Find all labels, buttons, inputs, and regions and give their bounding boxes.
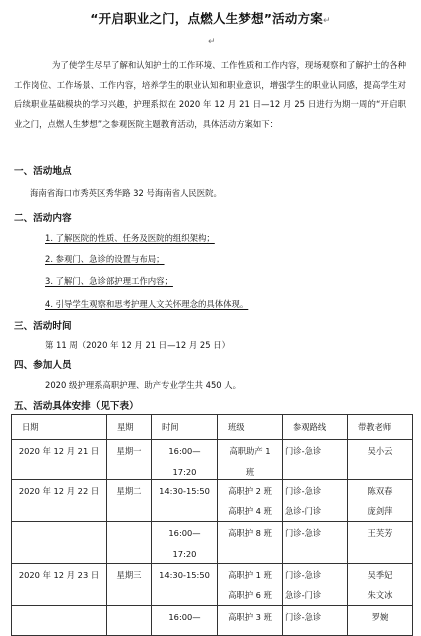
cell-date: 2020 年 12 月 21 日 bbox=[12, 440, 107, 480]
cell-weekday: 星期二 bbox=[107, 480, 152, 522]
teacher-line: 王芙芳 bbox=[367, 528, 393, 538]
cell-teacher bbox=[348, 522, 413, 564]
document-title bbox=[0, 9, 421, 27]
header-time: 时间 bbox=[152, 415, 218, 440]
header-class: 班级 bbox=[218, 415, 283, 440]
schedule-table bbox=[11, 414, 413, 636]
table-row bbox=[12, 522, 413, 564]
content-item-1: 1. 了解医院的性质、任务及医院的组织架构； bbox=[45, 233, 215, 243]
class-line: 高职护 1 班 bbox=[228, 570, 272, 580]
cell-route bbox=[283, 440, 348, 480]
cell-route bbox=[283, 564, 348, 606]
route-line: 门诊-急诊 bbox=[285, 528, 322, 538]
cell-class bbox=[218, 522, 283, 564]
class-line: 高职护 2 班 bbox=[228, 486, 272, 496]
header-teacher: 带教老师 bbox=[348, 415, 413, 440]
location-text: 海南省海口市秀英区秀华路 32 号海南省人民医院。 bbox=[30, 188, 222, 198]
intro-paragraph: 为了使学生尽早了解和认知护士的工作环境、工作性质和工作内容，现场观察和了解护士的各种工作岗位、工作场景、工作内容，培养学生的职业认知和职业意识，增强学生的职业认同感，提高学生对后续职业基础模块的学习兴趣，护理系拟在 2020 年 12 月 21 日—12 月 25 日进行为期一周的“开启职业之门，点燃人生梦想”之参观医院主题教育活动，具体活动方案如下： bbox=[14, 60, 406, 129]
empty-line-mark: ↵ bbox=[208, 37, 216, 47]
class-line: 高职护 4 班 bbox=[228, 506, 272, 516]
content-item-3: 3. 了解门、急诊部护理工作内容； bbox=[45, 276, 173, 286]
time-line: 17:20 bbox=[172, 467, 197, 477]
cell-date: 2020 年 12 月 22 日 bbox=[12, 480, 107, 522]
content-item-4: 4. 引导学生观察和思考护理人文关怀理念的具体体现。 bbox=[45, 299, 249, 309]
content-item-2: 2. 参观门、急诊的设置与布局； bbox=[45, 254, 165, 264]
teacher-line: 朱文冰 bbox=[367, 590, 393, 600]
section-heading-time: 三、活动时间 bbox=[14, 321, 72, 332]
table-row bbox=[12, 564, 413, 606]
route-line: 急诊-门诊 bbox=[285, 590, 322, 600]
table-row bbox=[12, 480, 413, 522]
table-row bbox=[12, 606, 413, 636]
cell-weekday bbox=[107, 522, 152, 564]
route-line: 门诊-急诊 bbox=[285, 446, 322, 456]
teacher-line: 罗婉 bbox=[371, 612, 389, 622]
class-line: 班 bbox=[245, 467, 255, 477]
route-line: 急诊-门诊 bbox=[285, 506, 322, 516]
cell-date bbox=[12, 606, 107, 636]
cell-time bbox=[152, 440, 218, 480]
cell-teacher bbox=[348, 440, 413, 480]
teacher-line: 庞剑萍 bbox=[367, 506, 393, 516]
class-line: 高职护 8 班 bbox=[228, 528, 272, 538]
cell-class bbox=[218, 606, 283, 636]
time-text: 第 11 周（2020 年 12 月 21 日—12 月 25 日） bbox=[45, 340, 230, 350]
title-text: “开启职业之门，点燃人生梦想”活动方案 bbox=[90, 11, 323, 26]
cell-weekday: 星期一 bbox=[107, 440, 152, 480]
route-line: 门诊-急诊 bbox=[285, 486, 322, 496]
cell-route bbox=[283, 480, 348, 522]
time-line: 16:00— bbox=[168, 612, 201, 622]
class-line: 高职护 6 班 bbox=[228, 590, 272, 600]
time-line: 14:30-15:50 bbox=[159, 486, 210, 496]
section-heading-schedule: 五、活动具体安排（见下表） bbox=[14, 401, 139, 412]
section-heading-content: 二、活动内容 bbox=[14, 213, 72, 224]
header-date: 日期 bbox=[12, 415, 107, 440]
cell-time bbox=[152, 522, 218, 564]
table-header-row bbox=[12, 415, 413, 440]
cell-time bbox=[152, 606, 218, 636]
route-line: 门诊-急诊 bbox=[285, 570, 322, 580]
participants-text: 2020 级护理系高职护理、助产专业学生共 450 人。 bbox=[45, 380, 242, 390]
header-route: 参观路线 bbox=[283, 415, 348, 440]
cell-time bbox=[152, 480, 218, 522]
cell-class bbox=[218, 440, 283, 480]
cell-teacher bbox=[348, 564, 413, 606]
cell-teacher bbox=[348, 480, 413, 522]
cell-route bbox=[283, 606, 348, 636]
teacher-line: 陈双春 bbox=[367, 486, 393, 496]
time-line: 14:30-15:50 bbox=[159, 570, 210, 580]
time-line: 16:00— bbox=[168, 446, 201, 456]
class-line: 高职助产 1 bbox=[229, 446, 271, 456]
teacher-line: 吴小云 bbox=[367, 446, 393, 456]
time-line: 17:20 bbox=[172, 549, 197, 559]
time-line: 16:00— bbox=[168, 528, 201, 538]
teacher-line: 吴季妃 bbox=[367, 570, 393, 580]
cell-date bbox=[12, 522, 107, 564]
cell-class bbox=[218, 480, 283, 522]
table-row bbox=[12, 440, 413, 480]
cell-class bbox=[218, 564, 283, 606]
cell-weekday bbox=[107, 606, 152, 636]
paragraph-mark: ↵ bbox=[322, 16, 331, 26]
cell-route bbox=[283, 522, 348, 564]
section-heading-participants: 四、参加人员 bbox=[14, 360, 72, 371]
cell-date: 2020 年 12 月 23 日 bbox=[12, 564, 107, 606]
section-heading-location: 一、活动地点 bbox=[14, 166, 72, 177]
cell-teacher bbox=[348, 606, 413, 636]
header-weekday: 星期 bbox=[107, 415, 152, 440]
cell-weekday: 星期三 bbox=[107, 564, 152, 606]
cell-time bbox=[152, 564, 218, 606]
class-line: 高职护 3 班 bbox=[228, 612, 272, 622]
route-line: 门诊-急诊 bbox=[285, 612, 322, 622]
